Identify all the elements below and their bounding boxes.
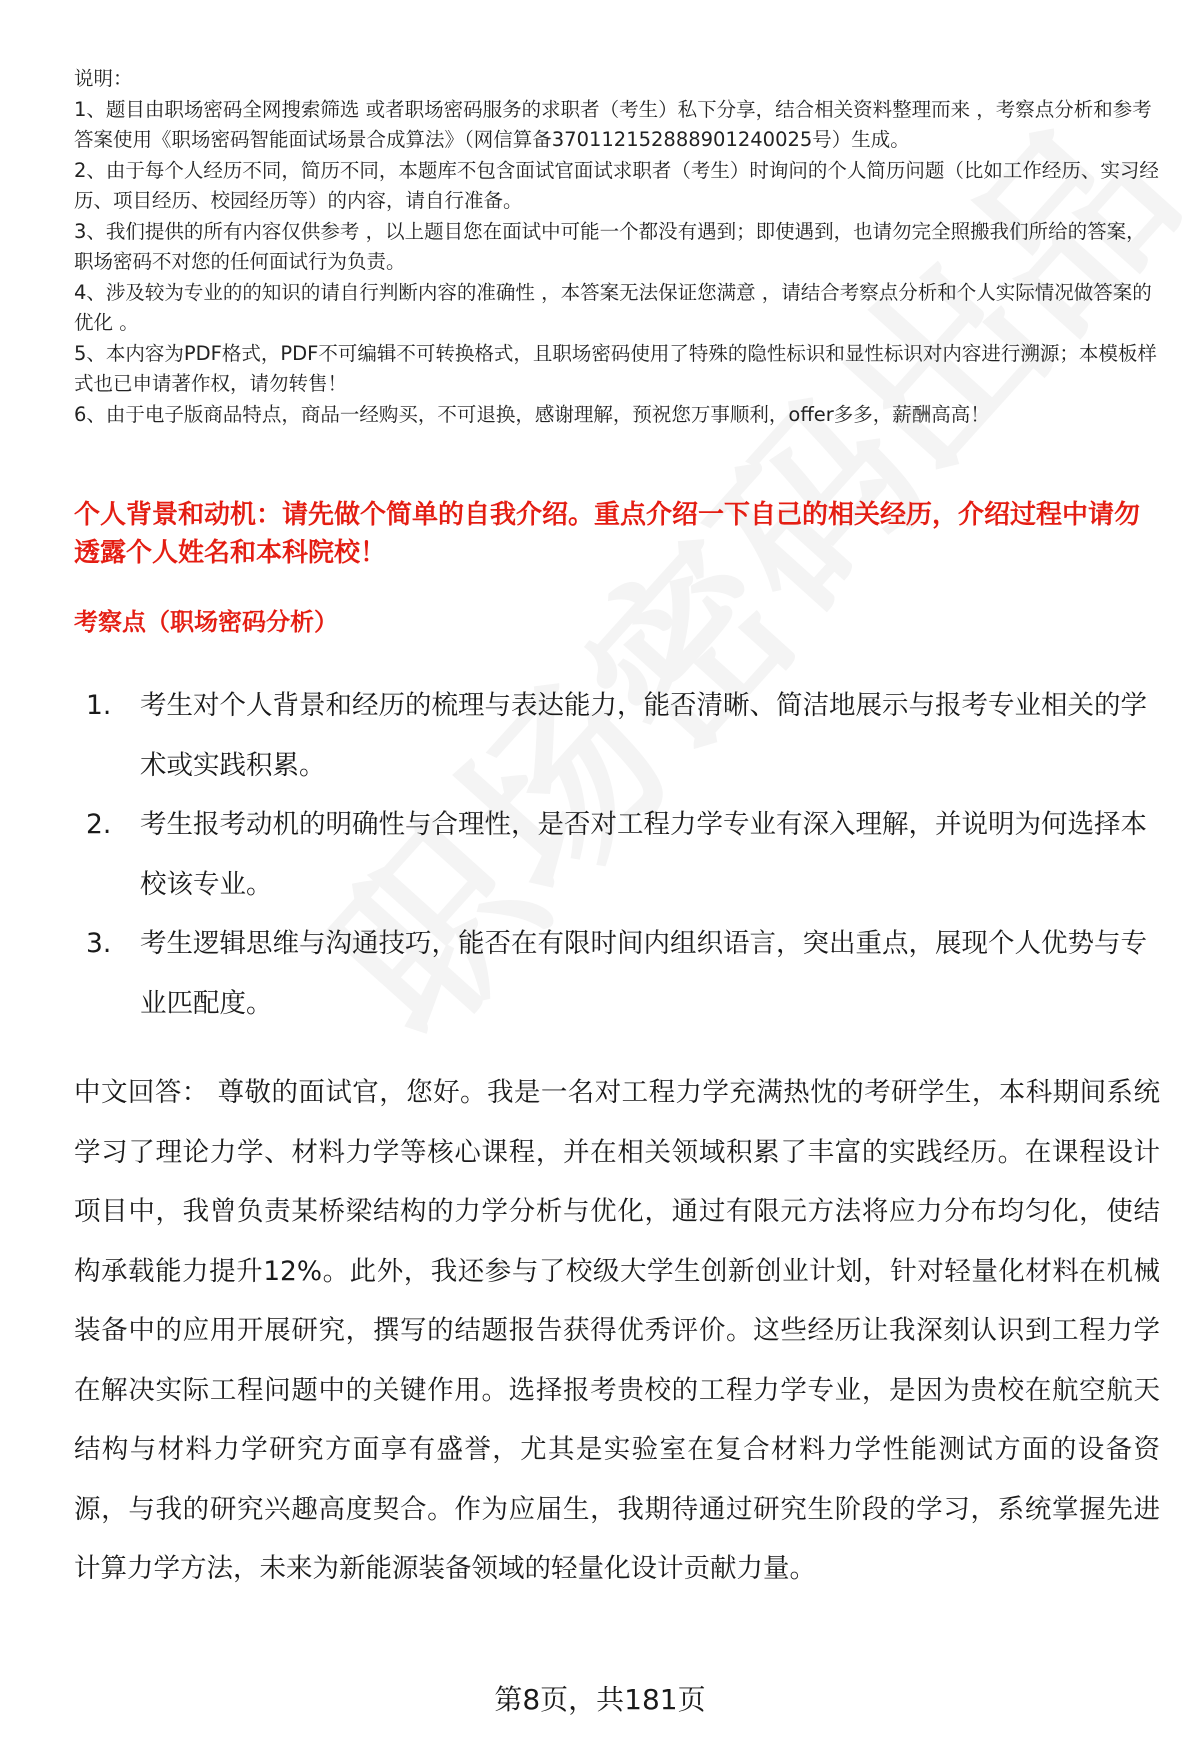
note-item: 3、我们提供的所有内容仅供参考 ，以上题目您在面试中可能一个都没有遇到；即使遇到，也请勿完全照搬我们所给的答案，职场密码不对您的任何面试行为负责。 [74,219,1146,273]
page-number: 第8页，共181页 [494,1683,706,1716]
disclaimer-notes [74,64,1162,430]
point-number: 1. [86,690,112,721]
point-number: 3. [86,928,112,959]
interview-question: 个人背景和动机：请先做个简单的自我介绍。重点介绍一下自己的相关经历，介绍过程中请勿透露个人姓名和本科院校！ [74,500,1141,568]
analysis-point [74,914,1154,1033]
answer-paragraph [74,1063,1160,1599]
analysis-title: 考察点（职场密码分析） [74,608,338,636]
point-text: 考生对个人背景和经历的梳理与表达能力，能否清晰、简洁地展示与报考专业相关的学术或实践积累。 [140,690,1147,781]
analysis-points [74,676,1154,1033]
note-item: 5、本内容为PDF格式，PDF不可编辑不可转换格式，且职场密码使用了特殊的隐性标识和显性标识对内容进行溯源；本模板样式也已申请著作权，请勿转售！ [74,341,1157,395]
point-text: 考生报考动机的明确性与合理性，是否对工程力学专业有深入理解，并说明为何选择本校该专业。 [140,809,1147,900]
note-item: 4、涉及较为专业的的知识的请自行判断内容的准确性 ，本答案无法保证您满意 ，请结合考察点分析和个人实际情况做答案的优化 。 [74,280,1152,334]
note-item: 2、由于每个人经历不同，简历不同，本题库不包含面试官面试求职者（考生）时询问的个人简历问题（比如工作经历、实习经历、项目经历、校园经历等）的内容，请自行准备。 [74,158,1159,212]
point-number: 2. [86,809,112,840]
note-item: 1、题目由职场密码全网搜索筛选 或者职场密码服务的求职者（考生）私下分享，结合相关资料整理而来 ，考察点分析和参考答案使用《职场密码智能面试场景合成算法》（网信算备370112152888901240025号）生成。 [74,97,1152,151]
notes-heading: 说明： [74,67,133,90]
note-item: 6、由于电子版商品特点，商品一经购买，不可退换，感谢理解，预祝您万事顺利，offer多多，薪酬高高！ [74,402,990,426]
answer-text: 尊敬的面试官，您好。我是一名对工程力学充满热忱的考研学生，本科期间系统学习了理论力学、材料力学等核心课程，并在相关领域积累了丰富的实践经历。在课程设计项目中，我曾负责某桥梁结构的力学分析与优化，通过有限元方法将应力分布均匀化，使结构承载能力提升12%。此外，我还参与了校级大学生创新创业计划，针对轻量化材料在机械装备中的应用开展研究，撰写的结题报告获得优秀评价。这些经历让我深刻认识到工程力学在解决实际工程问题中的关键作用。选择报考贵校的工程力学专业，是因为贵校在航空航天结构与材料力学研究方面享有盛誉，尤其是实验室在复合材料力学性能测试方面的设备资源，与我的研究兴趣高度契合。作为应届生，我期待通过研究生阶段的学习，系统掌握先进计算力学方法，未来为新能源装备领域的轻量化设计贡献力量。 [74,1077,1160,1584]
answer-label: 中文回答： [74,1077,209,1108]
analysis-point [74,795,1154,914]
point-text: 考生逻辑思维与沟通技巧，能否在有限时间内组织语言，突出重点，展现个人优势与专业匹配度。 [140,928,1147,1019]
analysis-point [74,676,1154,795]
